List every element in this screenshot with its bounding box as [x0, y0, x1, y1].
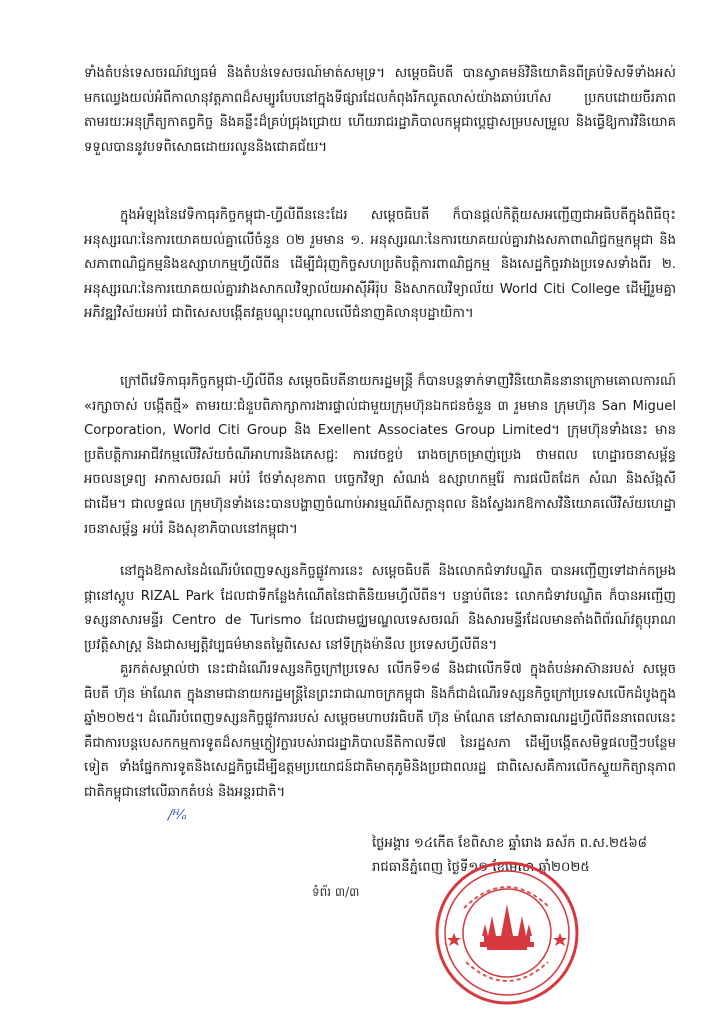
- lunar-date-line: ថ្ងៃអង្គារ ១៤កើត ខែពិសាខ ឆ្នាំរោង ឆស័ក ព.ស.២៥៦៨: [372, 836, 647, 851]
- solar-date-line: រាជធានីភ្នំពេញ ថ្ងៃទី១១ ខែមេសា ឆ្នាំ២០២៥: [372, 860, 590, 875]
- paragraph-4-text: នៅក្នុងឱកាសនៃដំណើរបំពេញទស្សនកិច្ចផ្លូវការនេះ សម្តេចធិបតី និងលោកជំទាវបណ្ឌិត បានអញ្ជើញទៅដាក់កម្រងផ្កានៅស្តូប RIZAL Park ដែលជាទីកន្លែងកំណើតនៃជាតិនិយមហ្វីលីពីន។ បន្ទាប់ពីនេះ លោកជំទាវបណ្ឌិត ក៏បានអញ្ជើញទស្សនាសារមន្ទីរ Centro de Turismo ដែលជាមជ្ឈមណ្ឌលទេសចរណ៍ និងសារមន្ទីរដែលមានតាំងពិព័រណ៍វត្ថុបុរាណប្រវត្តិសាស្ត្រ និងជាសម្បត្តិវប្បធម៌មានតម្លៃពិសេស នៅទីក្រុងម៉ានីល ប្រទេសហ្វីលីពីន។: [84, 564, 676, 653]
- page-number: ទំព័រ ៣/៣: [312, 885, 360, 899]
- official-seal-icon: [432, 858, 582, 1008]
- paragraph-1: [84, 62, 676, 160]
- paragraph-1-text: ទាំងតំបន់ទេសចរណ៍វប្បធម៌ និងតំបន់ទេសចរណ៍មាត់សមុទ្រ។ សម្តេចធិបតី បានស្វាគមន៍វិនិយោគិនពីគ្រប់ទិសទីទាំងអស់ មកឈ្វេងយល់អំពីកាលានុវត្តភាពដ៏សម្បូរបែបនៅក្នុងទីផ្សារដែលកំពុងរីកលូតលាស់យ៉ាងឆាប់រហ័ស ប្រកបដោយចីរភាព តាមរយៈអនុក្រឹត្យកាតព្វកិច្ច និងគន្លឹះដ៏គ្រប់ជ្រុងជ្រោយ ហើយរាជរដ្ឋាភិបាលកម្ពុជាប្តេជ្ញាសម្របសម្រួល និងធ្វើឱ្យការវិនិយោគទទួលបាននូវបទពិសោធដោយរលូននិងជោគជ័យ។: [84, 66, 676, 155]
- initials-signature-mark: /ᴴ⁄ₐ: [168, 808, 187, 823]
- paragraph-3-text: ក្រៅពីវេទិកាធុរកិច្ចកម្ពុជា-ហ្វីលីពីន សម្តេចធិបតីនាយករដ្ឋមន្ត្រី ក៏បានបន្តទាក់ទាញវិនិយោគិននានាក្រោមគោលការណ៍ «រក្សាចាស់ បង្កើតថ្មី» តាមរយៈជំនួបពិភាក្សាការងារផ្ទាល់ជាមួយក្រុមហ៊ុនឯកជនចំនួន ៣ រួមមាន ក្រុមហ៊ុន San Miguel Corporation, World Citi Group និង Exellent Associates Group Limited។ ក្រុមហ៊ុនទាំងនេះ មានប្រតិបត្តិការអាជីវកម្មលើវិស័យចំណីអាហារនិងភេសជ្ជៈ ការវេចខ្ចប់ រោងចក្រចម្រាញ់ប្រេង ថាមពល ហេដ្ឋារចនាសម្ព័ន្ធ អចលនទ្រព្យ អាកាសចរណ៍ អប់រំ ថែទាំសុខភាព បច្ចេកវិទ្យា សំណង់ ឧស្សាហកម្មរ៉ែ ការផលិតដែក សំណ និងស័ង្កសី ជាដើម។ ជាលទ្ធផល ក្រុមហ៊ុនទាំងនេះបានបង្ហាញចំណាប់អារម្មណ៍ពីសក្តានុពល និងស្វែងរកឱកាសវិនិយោគលើវិស័យហេដ្ឋារចនាសម្ព័ន្ធ អប់រំ និងសុខាភិបាលនៅកម្ពុជា។: [84, 374, 676, 537]
- paragraph-5-text: គួរកត់សម្គាល់ថា នេះជាដំណើរទស្សនកិច្ចក្រៅប្រទេស លើកទី១៨ និងជាលើកទី៧ ក្នុងតំបន់អាស៊ានរបស់ សម្តេចធិបតី ហ៊ុន ម៉ាណែត ក្នុងនាមជានាយករដ្ឋមន្ត្រីនៃព្រះរាជាណាចក្រកម្ពុជា និងក៏ជាដំណើរទស្សនកិច្ចក្រៅប្រទេសលើកដំបូងក្នុង ឆ្នាំ២០២៥។ ដំណើរបំពេញទស្សនកិច្ចផ្លូវការរបស់ សម្តេចមហាបវរធិបតី ហ៊ុន ម៉ាណែត នៅសាធារណរដ្ឋហ្វីលីពីននាពេលនេះ គឺជាការបន្តបេសកកម្មការទូតដ៏សកម្មក្លៀវក្លារបស់រាជរដ្ឋាភិបាលនីតិកាលទី៧ នៃរដ្ឋសភា ដើម្បីបង្កើតសមិទ្ធផលថ្មីៗបន្ថែមទៀត ទាំងផ្នែកការទូតនិងសេដ្ឋកិច្ចដើម្បីឧត្តមប្រយោជន៍ជាតិមាតុភូមិនិងប្រជាពលរដ្ឋ ជាពិសេសគឺការលើកស្ទួយកិត្យានុភាពជាតិកម្ពុជានៅលើឆាកតំបន់ និងអន្តរជាតិ។: [84, 662, 676, 800]
- paragraph-5: [84, 658, 676, 806]
- paragraph-2-text: ក្នុងអំឡុងនៃវេទិកាធុរកិច្ចកម្ពុជា-ហ្វីលីពីននេះដែរ សម្តេចធិបតី ក៏បានផ្តល់កិត្តិយសអញ្ជើញជាអធិបតីក្នុងពិធីចុះអនុស្សរណៈនៃការយោគយល់គ្នាលើចំនួន ០២ រួមមាន ១. អនុស្សរណៈនៃការយោគយល់គ្នារវាងសភាពាណិជ្ជកម្មកម្ពុជា និងសភាពាណិជ្ជកម្មនិងឧស្សាហកម្មហ្វីលីពីន ដើម្បីជំរុញកិច្ចសហប្រតិបត្តិការពាណិជ្ជកម្ម និងសេដ្ឋកិច្ចរវាងប្រទេសទាំងពីរ ២. អនុស្សរណៈនៃការយោគយល់គ្នារវាងសាកលវិទ្យាល័យអាស៊ីអឺរ៉ុប និងសាកលវិទ្យាល័យ World Citi College ដើម្បីរួមគ្នាអភិវឌ្ឍវិស័យអប់រំ ជាពិសេសបង្កើតវគ្គបណ្តុះបណ្តាលលើជំនាញគិលានុបដ្ឋាយិកា។: [84, 208, 676, 322]
- paragraph-2: [84, 204, 676, 327]
- paragraph-3: [84, 370, 676, 542]
- paragraph-4: [84, 560, 676, 658]
